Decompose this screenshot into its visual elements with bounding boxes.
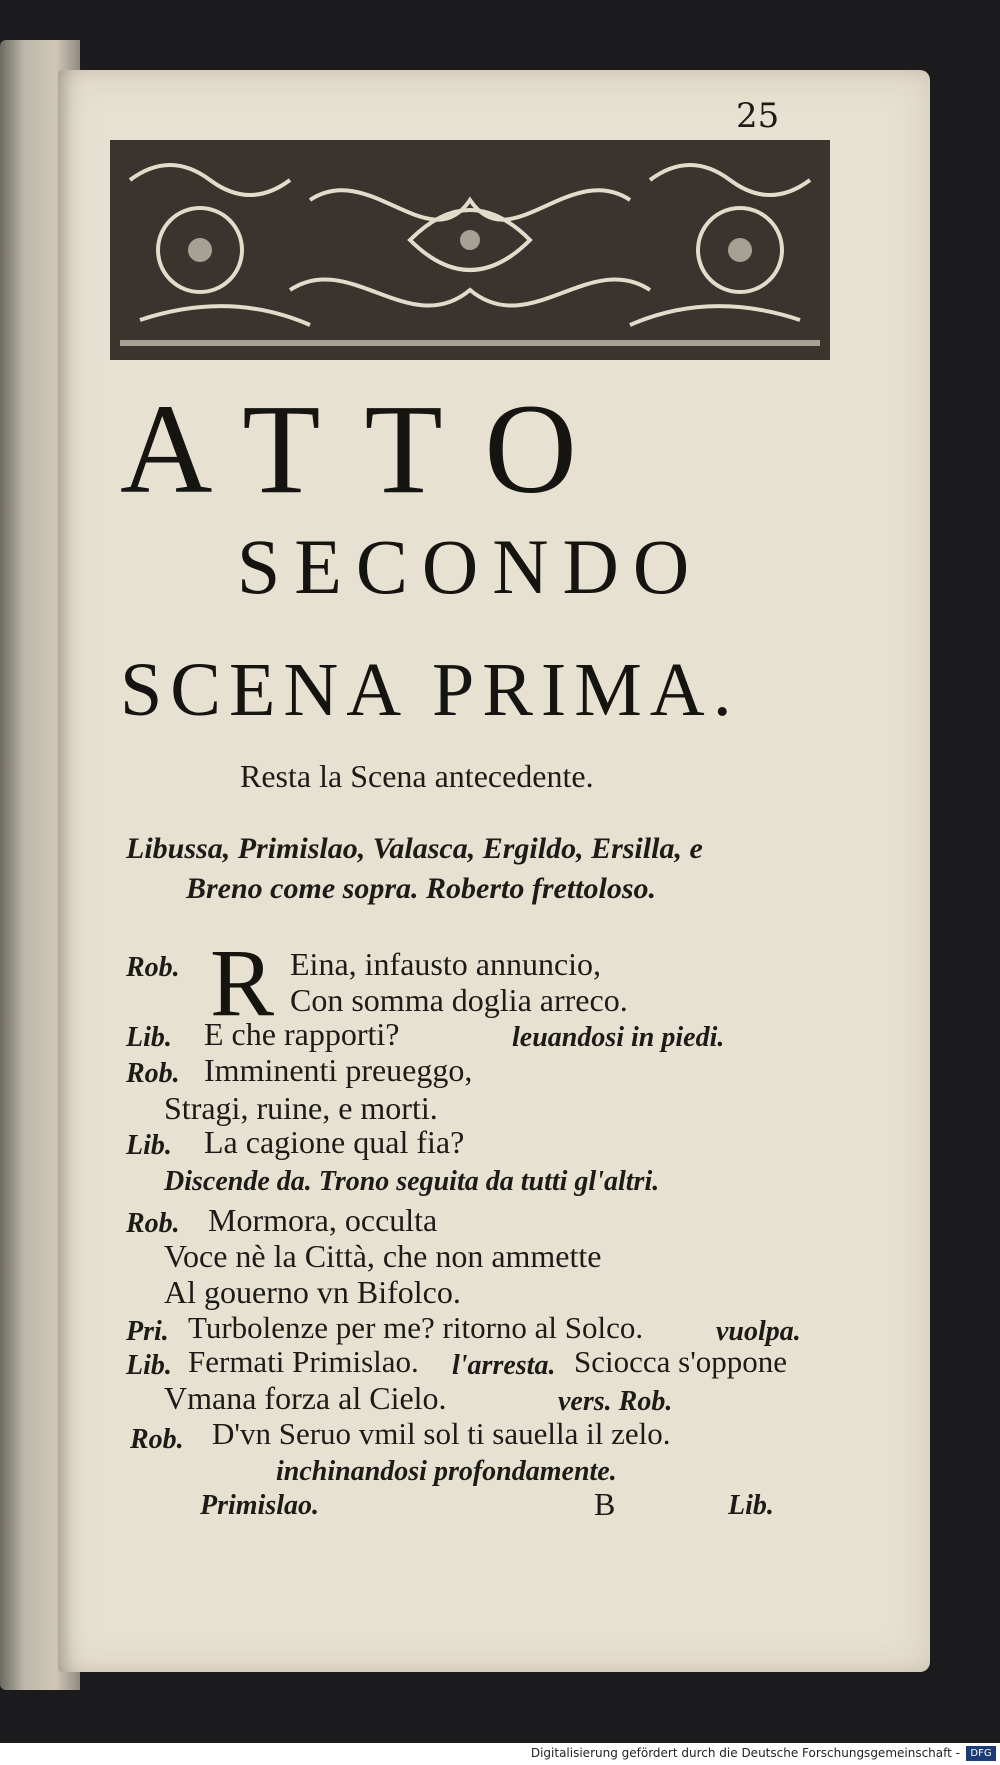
dialogue-line: Eina, infausto annuncio, [290, 946, 602, 982]
scene-heading: SCENA PRIMA. [120, 648, 740, 732]
dialogue-line: Turbolenze per me? ritorno al Solco. [188, 1310, 644, 1345]
speaker-label: Rob. [126, 1208, 180, 1239]
dialogue-line: Stragi, ruine, e morti. [164, 1090, 438, 1126]
dialogue-line: Mormora, occulta [208, 1202, 438, 1238]
speaker-label: Rob. [130, 1424, 184, 1455]
catchword-right: Lib. [728, 1490, 774, 1521]
act-number-heading: SECONDO [236, 523, 704, 610]
dialogue-line: La cagione qual fia? [204, 1124, 465, 1160]
stage-direction: leuandosi in piedi. [512, 1022, 725, 1053]
stage-direction: vers. Rob. [558, 1386, 673, 1417]
dialogue-line: Con somma doglia arreco. [290, 982, 628, 1018]
catchword-left: Primislao. [200, 1490, 320, 1521]
footer-bar [0, 1743, 1000, 1765]
speaker-label: Lib. [126, 1350, 172, 1381]
page-number: 25 [736, 96, 780, 136]
drop-cap: R [210, 929, 275, 1036]
stage-direction: l'arresta. [452, 1350, 556, 1381]
speaker-label: Pri. [126, 1316, 169, 1347]
dialogue-line: E che rapporti? [204, 1016, 400, 1052]
stage-direction: vuolpa. [716, 1316, 801, 1347]
dfg-logo: DFG [966, 1746, 996, 1761]
dialogue-line: Voce nè la Città, che non ammette [164, 1238, 602, 1274]
signature-mark: B [594, 1486, 616, 1522]
stage-setting: Resta la Scena antecedente. [240, 758, 594, 794]
stage-direction: inchinandosi profondamente. [276, 1456, 617, 1487]
dialogue-line: Al gouerno vn Bifolco. [164, 1274, 461, 1310]
characters-line-1: Libussa, Primislao, Valasca, Ergildo, Ersilla, e [126, 832, 703, 865]
speaker-label: Rob. [126, 952, 180, 983]
dialogue-line: Fermati Primislao. [188, 1344, 419, 1379]
speaker-label: Rob. [126, 1058, 180, 1089]
dialogue-line: Sciocca s'oppone [574, 1344, 788, 1379]
stage-direction: Discende da. Trono seguita da tutti gl'altri. [164, 1166, 660, 1197]
act-heading: ATTO [120, 378, 621, 520]
speaker-label: Lib. [126, 1130, 172, 1161]
dialogue-line: Imminenti preueggo, [204, 1052, 473, 1088]
dialogue-line: D'vn Seruo vmil sol ti sauella il zelo. [212, 1416, 671, 1451]
speaker-label: Lib. [126, 1022, 172, 1053]
dialogue-line: Vmana forza al Cielo. [164, 1380, 447, 1416]
footer-credit: Digitalisierung gefördert durch die Deutsche Forschungsgemeinschaft - [530, 1746, 960, 1760]
ornamental-headpiece [110, 140, 830, 360]
characters-line-2: Breno come sopra. Roberto frettoloso. [186, 872, 656, 905]
